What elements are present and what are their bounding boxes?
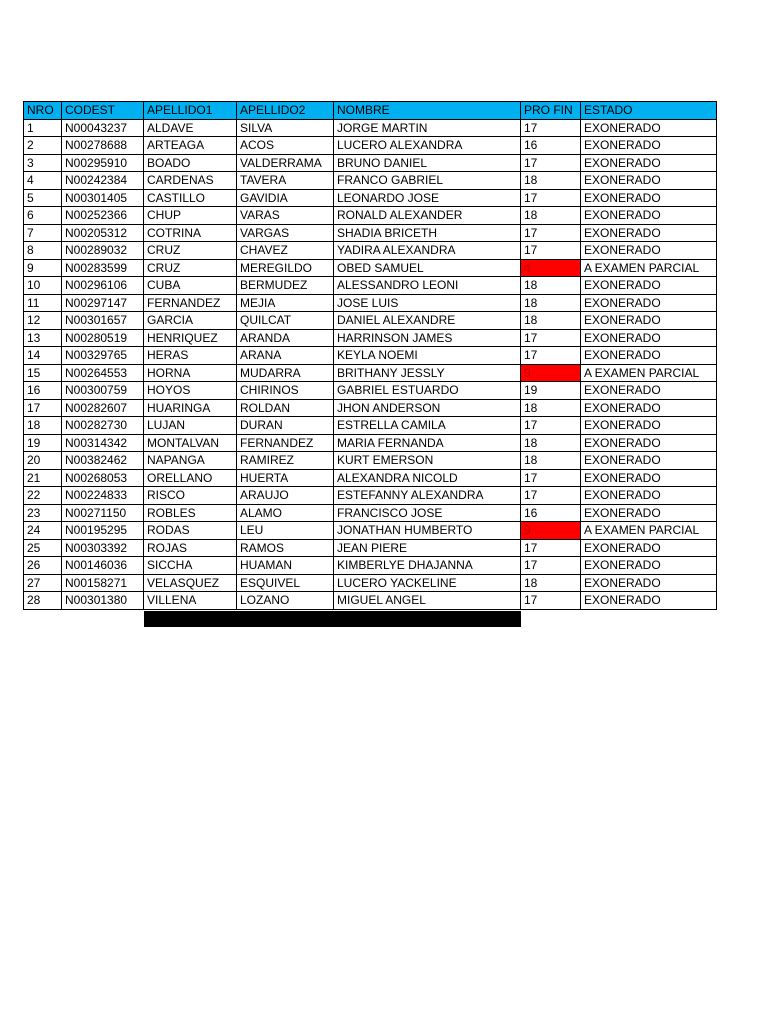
estado-cell: EXONERADO [581, 452, 717, 470]
table-row [24, 259, 717, 277]
apellido2-cell: ACOS [237, 137, 334, 155]
apellido2-cell: CHAVEZ [237, 242, 334, 260]
estado-cell: EXONERADO [581, 399, 717, 417]
table-row [24, 277, 717, 295]
estado-cell: EXONERADO [581, 469, 717, 487]
header-nro: NRO [24, 102, 62, 120]
estado-cell: EXONERADO [581, 224, 717, 242]
codest-cell: N00295910 [62, 154, 144, 172]
nombre-cell: JHON ANDERSON [334, 399, 521, 417]
pro-fin-cell: 17 [521, 347, 581, 365]
nombre-cell: MIGUEL ANGEL [334, 592, 521, 610]
estado-cell: A EXAMEN PARCIAL [581, 522, 717, 540]
table-row [24, 504, 717, 522]
nro-cell: 9 [24, 259, 62, 277]
nro-cell: 3 [24, 154, 62, 172]
pro-fin-cell: 18 [521, 399, 581, 417]
nombre-cell: FRANCO GABRIEL [334, 172, 521, 190]
table-row [24, 207, 717, 225]
nro-cell: 25 [24, 539, 62, 557]
table-row [24, 189, 717, 207]
pro-fin-cell: 17 [521, 417, 581, 435]
codest-cell: N00301380 [62, 592, 144, 610]
table-row [24, 294, 717, 312]
nro-cell: 23 [24, 504, 62, 522]
codest-cell: N00242384 [62, 172, 144, 190]
estado-cell: EXONERADO [581, 329, 717, 347]
apellido2-cell: SILVA [237, 119, 334, 137]
black-bar [144, 611, 521, 627]
header-apellido1: APELLIDO1 [144, 102, 237, 120]
table-row [24, 417, 717, 435]
nro-cell: 2 [24, 137, 62, 155]
table-row [24, 347, 717, 365]
codest-cell: N00224833 [62, 487, 144, 505]
codest-cell: N00296106 [62, 277, 144, 295]
codest-cell: N00252366 [62, 207, 144, 225]
codest-cell: N00205312 [62, 224, 144, 242]
apellido1-cell: HERAS [144, 347, 237, 365]
apellido1-cell: ROBLES [144, 504, 237, 522]
estado-cell: EXONERADO [581, 504, 717, 522]
apellido1-cell: CARDENAS [144, 172, 237, 190]
table-row [24, 312, 717, 330]
apellido2-cell: ARANA [237, 347, 334, 365]
estado-cell: EXONERADO [581, 434, 717, 452]
apellido2-cell: ROLDAN [237, 399, 334, 417]
table-row [24, 154, 717, 172]
codest-cell: N00195295 [62, 522, 144, 540]
nro-cell: 4 [24, 172, 62, 190]
apellido2-cell: MUDARRA [237, 364, 334, 382]
codest-cell: N00280519 [62, 329, 144, 347]
pro-fin-cell: 17 [521, 242, 581, 260]
nombre-cell: BRUNO DANIEL [334, 154, 521, 172]
apellido2-cell: GAVIDIA [237, 189, 334, 207]
pro-fin-cell: 18 [521, 277, 581, 295]
apellido2-cell: VALDERRAMA [237, 154, 334, 172]
nombre-cell: JOSE LUIS [334, 294, 521, 312]
nombre-cell: FRANCISCO JOSE [334, 504, 521, 522]
nombre-cell: KEYLA NOEMI [334, 347, 521, 365]
header-codest: CODEST [62, 102, 144, 120]
apellido2-cell: BERMUDEZ [237, 277, 334, 295]
estado-cell: EXONERADO [581, 347, 717, 365]
nro-cell: 24 [24, 522, 62, 540]
nro-cell: 7 [24, 224, 62, 242]
grades-table [23, 101, 717, 610]
table-row [24, 399, 717, 417]
estado-cell: EXONERADO [581, 539, 717, 557]
grades-sheet [23, 101, 717, 610]
estado-cell: EXONERADO [581, 119, 717, 137]
apellido1-cell: HUARINGA [144, 399, 237, 417]
pro-fin-cell: 17 [521, 154, 581, 172]
nombre-cell: LUCERO YACKELINE [334, 574, 521, 592]
nombre-cell: ALEXANDRA NICOLD [334, 469, 521, 487]
apellido1-cell: NAPANGA [144, 452, 237, 470]
pro-fin-cell: 18 [521, 452, 581, 470]
nro-cell: 12 [24, 312, 62, 330]
apellido2-cell: MEREGILDO [237, 259, 334, 277]
nro-cell: 20 [24, 452, 62, 470]
table-row [24, 522, 717, 540]
table-row [24, 434, 717, 452]
header-row [24, 102, 717, 120]
estado-cell: EXONERADO [581, 242, 717, 260]
nro-cell: 26 [24, 557, 62, 575]
nombre-cell: JONATHAN HUMBERTO [334, 522, 521, 540]
apellido1-cell: ORELLANO [144, 469, 237, 487]
pro-fin-cell: 17 [521, 557, 581, 575]
table-row [24, 364, 717, 382]
apellido1-cell: VELASQUEZ [144, 574, 237, 592]
nro-cell: 27 [24, 574, 62, 592]
nombre-cell: ESTEFANNY ALEXANDRA [334, 487, 521, 505]
apellido1-cell: LUJAN [144, 417, 237, 435]
pro-fin-cell: 17 [521, 469, 581, 487]
nombre-cell: DANIEL ALEXANDRE [334, 312, 521, 330]
table-row [24, 382, 717, 400]
nombre-cell: ALESSANDRO LEONI [334, 277, 521, 295]
apellido1-cell: ROJAS [144, 539, 237, 557]
apellido1-cell: CRUZ [144, 259, 237, 277]
codest-cell: N00329765 [62, 347, 144, 365]
pro-fin-cell: 16 [521, 137, 581, 155]
nro-cell: 16 [24, 382, 62, 400]
nombre-cell: OBED SAMUEL [334, 259, 521, 277]
nro-cell: 11 [24, 294, 62, 312]
pro-fin-cell: 18 [521, 574, 581, 592]
nombre-cell: KURT EMERSON [334, 452, 521, 470]
table-row [24, 329, 717, 347]
apellido2-cell: CHIRINOS [237, 382, 334, 400]
estado-cell: EXONERADO [581, 487, 717, 505]
apellido1-cell: ALDAVE [144, 119, 237, 137]
apellido2-cell: LEU [237, 522, 334, 540]
apellido1-cell: MONTALVAN [144, 434, 237, 452]
nombre-cell: RONALD ALEXANDER [334, 207, 521, 225]
table-row [24, 452, 717, 470]
table-row [24, 224, 717, 242]
estado-cell: EXONERADO [581, 294, 717, 312]
apellido1-cell: CASTILLO [144, 189, 237, 207]
table-row [24, 557, 717, 575]
apellido2-cell: DURAN [237, 417, 334, 435]
nombre-cell: JEAN PIERE [334, 539, 521, 557]
codest-cell: N00146036 [62, 557, 144, 575]
nro-cell: 21 [24, 469, 62, 487]
pro-fin-cell: 18 [521, 434, 581, 452]
apellido2-cell: FERNANDEZ [237, 434, 334, 452]
nombre-cell: HARRINSON JAMES [334, 329, 521, 347]
apellido1-cell: RODAS [144, 522, 237, 540]
table-row [24, 539, 717, 557]
codest-cell: N00278688 [62, 137, 144, 155]
estado-cell: EXONERADO [581, 312, 717, 330]
nro-cell: 1 [24, 119, 62, 137]
pro-fin-cell: 9 [521, 522, 581, 540]
apellido1-cell: ARTEAGA [144, 137, 237, 155]
apellido2-cell: RAMOS [237, 539, 334, 557]
apellido2-cell: ARAUJO [237, 487, 334, 505]
estado-cell: EXONERADO [581, 417, 717, 435]
apellido2-cell: ESQUIVEL [237, 574, 334, 592]
apellido1-cell: HORNA [144, 364, 237, 382]
pro-fin-cell: 19 [521, 382, 581, 400]
table-row [24, 242, 717, 260]
pro-fin-cell: 17 [521, 487, 581, 505]
codest-cell: N00382462 [62, 452, 144, 470]
pro-fin-cell: 17 [521, 592, 581, 610]
codest-cell: N00297147 [62, 294, 144, 312]
pro-fin-cell: 18 [521, 172, 581, 190]
nro-cell: 10 [24, 277, 62, 295]
estado-cell: EXONERADO [581, 189, 717, 207]
estado-cell: EXONERADO [581, 154, 717, 172]
grades-body [24, 119, 717, 609]
pro-fin-cell: 18 [521, 207, 581, 225]
table-row [24, 469, 717, 487]
codest-cell: N00043237 [62, 119, 144, 137]
codest-cell: N00282607 [62, 399, 144, 417]
apellido2-cell: MEJIA [237, 294, 334, 312]
nombre-cell: JORGE MARTIN [334, 119, 521, 137]
nro-cell: 14 [24, 347, 62, 365]
nombre-cell: LEONARDO JOSE [334, 189, 521, 207]
pro-fin-cell: 18 [521, 312, 581, 330]
apellido2-cell: LOZANO [237, 592, 334, 610]
nro-cell: 8 [24, 242, 62, 260]
codest-cell: N00314342 [62, 434, 144, 452]
table-row [24, 137, 717, 155]
apellido1-cell: CUBA [144, 277, 237, 295]
nro-cell: 18 [24, 417, 62, 435]
nro-cell: 28 [24, 592, 62, 610]
pro-fin-cell: 17 [521, 189, 581, 207]
nombre-cell: GABRIEL ESTUARDO [334, 382, 521, 400]
apellido1-cell: BOADO [144, 154, 237, 172]
apellido2-cell: RAMIREZ [237, 452, 334, 470]
pro-fin-cell: 18 [521, 294, 581, 312]
codest-cell: N00282730 [62, 417, 144, 435]
apellido2-cell: VARAS [237, 207, 334, 225]
nombre-cell: KIMBERLYE DHAJANNA [334, 557, 521, 575]
apellido1-cell: VILLENA [144, 592, 237, 610]
table-row [24, 574, 717, 592]
nro-cell: 5 [24, 189, 62, 207]
apellido1-cell: GARCIA [144, 312, 237, 330]
codest-cell: N00289032 [62, 242, 144, 260]
estado-cell: EXONERADO [581, 207, 717, 225]
pro-fin-cell: 17 [521, 224, 581, 242]
apellido2-cell: ALAMO [237, 504, 334, 522]
apellido1-cell: RISCO [144, 487, 237, 505]
apellido1-cell: CRUZ [144, 242, 237, 260]
nro-cell: 6 [24, 207, 62, 225]
apellido2-cell: TAVERA [237, 172, 334, 190]
nombre-cell: SHADIA BRICETH [334, 224, 521, 242]
estado-cell: EXONERADO [581, 382, 717, 400]
pro-fin-cell: 17 [521, 119, 581, 137]
pro-fin-cell: 17 [521, 539, 581, 557]
table-row [24, 487, 717, 505]
codest-cell: N00283599 [62, 259, 144, 277]
header-pro-fin: PRO FIN [521, 102, 581, 120]
apellido1-cell: FERNANDEZ [144, 294, 237, 312]
nro-cell: 19 [24, 434, 62, 452]
nombre-cell: LUCERO ALEXANDRA [334, 137, 521, 155]
pro-fin-cell: 4 [521, 259, 581, 277]
apellido1-cell: CHUP [144, 207, 237, 225]
estado-cell: EXONERADO [581, 137, 717, 155]
estado-cell: EXONERADO [581, 172, 717, 190]
apellido1-cell: COTRINA [144, 224, 237, 242]
apellido2-cell: VARGAS [237, 224, 334, 242]
table-row [24, 592, 717, 610]
apellido1-cell: SICCHA [144, 557, 237, 575]
header-nombre: NOMBRE [334, 102, 521, 120]
nro-cell: 15 [24, 364, 62, 382]
codest-cell: N00158271 [62, 574, 144, 592]
nro-cell: 22 [24, 487, 62, 505]
nombre-cell: MARIA FERNANDA [334, 434, 521, 452]
codest-cell: N00264553 [62, 364, 144, 382]
pro-fin-cell: 17 [521, 329, 581, 347]
apellido1-cell: HOYOS [144, 382, 237, 400]
codest-cell: N00300759 [62, 382, 144, 400]
codest-cell: N00301657 [62, 312, 144, 330]
estado-cell: A EXAMEN PARCIAL [581, 259, 717, 277]
header-apellido2: APELLIDO2 [237, 102, 334, 120]
pro-fin-cell: 16 [521, 504, 581, 522]
pro-fin-cell: 9 [521, 364, 581, 382]
estado-cell: EXONERADO [581, 574, 717, 592]
apellido2-cell: QUILCAT [237, 312, 334, 330]
nombre-cell: YADIRA ALEXANDRA [334, 242, 521, 260]
estado-cell: EXONERADO [581, 557, 717, 575]
codest-cell: N00268053 [62, 469, 144, 487]
codest-cell: N00271150 [62, 504, 144, 522]
nombre-cell: BRITHANY JESSLY [334, 364, 521, 382]
apellido2-cell: HUERTA [237, 469, 334, 487]
apellido2-cell: ARANDA [237, 329, 334, 347]
estado-cell: EXONERADO [581, 277, 717, 295]
codest-cell: N00301405 [62, 189, 144, 207]
nro-cell: 17 [24, 399, 62, 417]
estado-cell: A EXAMEN PARCIAL [581, 364, 717, 382]
nombre-cell: ESTRELLA CAMILA [334, 417, 521, 435]
header-estado: ESTADO [581, 102, 717, 120]
table-row [24, 172, 717, 190]
estado-cell: EXONERADO [581, 592, 717, 610]
codest-cell: N00303392 [62, 539, 144, 557]
nro-cell: 13 [24, 329, 62, 347]
apellido2-cell: HUAMAN [237, 557, 334, 575]
apellido1-cell: HENRIQUEZ [144, 329, 237, 347]
table-row [24, 119, 717, 137]
